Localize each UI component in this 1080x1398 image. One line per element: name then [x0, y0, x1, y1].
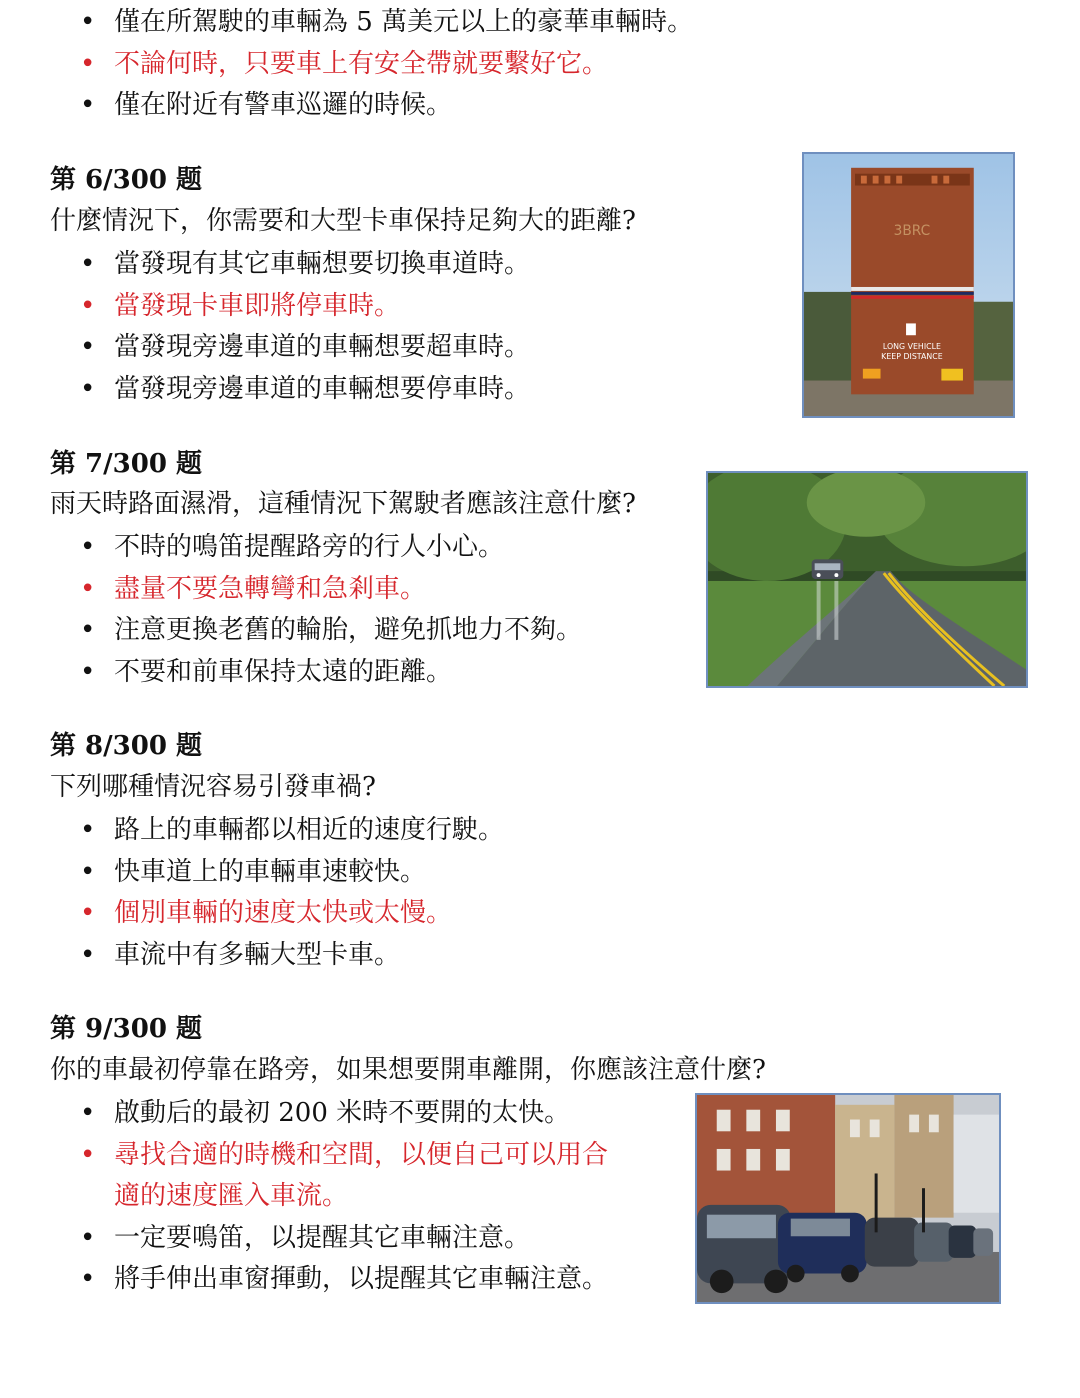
option: • 僅在所駕駛的車輛為 5 萬美元以上的豪華車輛時。 — [80, 2, 693, 44]
question-9-title: 第 9/300 题 — [50, 1014, 202, 1044]
option: • 將手伸出車窗揮動，以提醒其它車輛注意。 — [80, 1259, 608, 1301]
option: • 僅在附近有警車巡邏的時候。 — [80, 85, 693, 127]
question-9-text: 你的車最初停靠在路旁，如果想要開車離開，你應該注意什麼? — [50, 1055, 766, 1085]
question-8-title: 第 8/300 题 — [50, 731, 202, 761]
question-7-text: 雨天時路面濕滑，這種情況下駕駛者應該注意什麼? — [50, 489, 636, 519]
top-options-list — [80, 2, 693, 127]
option: • 當發現有其它車輛想要切換車道時。 — [80, 244, 530, 286]
truck-sign-line1: LONG VEHICLE — [882, 342, 941, 352]
option-correct: • 不論何時，只要車上有安全帶就要繫好它。 — [80, 44, 693, 86]
truck-rear-photo — [802, 152, 1015, 418]
option: • 一定要鳴笛，以提醒其它車輛注意。 — [80, 1218, 608, 1260]
question-9-options — [80, 1093, 608, 1301]
question-6-title: 第 6/300 题 — [50, 165, 202, 195]
option: • 不要和前車保持太遠的距離。 — [80, 652, 582, 694]
option: • 當發現旁邊車道的車輛想要超車時。 — [80, 327, 530, 369]
option: • 快車道上的車輛車速較快。 — [80, 852, 504, 894]
option: • 車流中有多輛大型卡車。 — [80, 935, 504, 977]
option: • 注意更換老舊的輪胎，避免抓地力不夠。 — [80, 610, 582, 652]
question-7-options — [80, 527, 582, 693]
option: • 路上的車輛都以相近的速度行駛。 — [80, 810, 504, 852]
option-correct: • 個別車輛的速度太快或太慢。 — [80, 893, 504, 935]
option: • 當發現旁邊車道的車輛想要停車時。 — [80, 369, 530, 411]
question-6-text: 什麼情況下，你需要和大型卡車保持足夠大的距離? — [50, 206, 636, 236]
option-correct: • 盡量不要急轉彎和急剎車。 — [80, 569, 582, 611]
truck-sign-line2: KEEP DISTANCE — [881, 351, 943, 361]
question-8-text: 下列哪種情況容易引發車禍? — [50, 772, 376, 802]
option-correct: • 尋找合適的時機和空間，以便自己可以用合 — [80, 1135, 608, 1177]
option-correct-continued: 適的速度匯入車流。 — [114, 1181, 349, 1211]
option-correct: • 當發現卡車即將停車時。 — [80, 286, 530, 328]
wet-road-photo — [706, 471, 1028, 688]
question-8-options — [80, 810, 504, 976]
question-6-options — [80, 244, 530, 410]
parked-cars-photo — [695, 1093, 1001, 1304]
option: • 啟動后的最初 200 米時不要開的太快。 — [80, 1093, 608, 1135]
truck-brand: 3BRC — [893, 222, 931, 239]
question-7-title: 第 7/300 题 — [50, 449, 202, 479]
option: • 不時的鳴笛提醒路旁的行人小心。 — [80, 527, 582, 569]
